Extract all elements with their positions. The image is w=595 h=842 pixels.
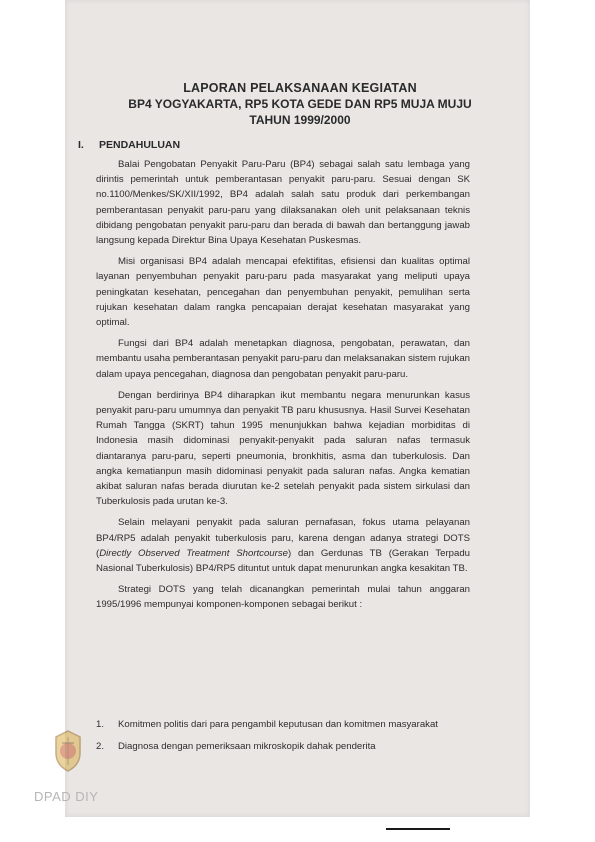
- section-body: [96, 157, 470, 613]
- list-item: [96, 740, 476, 762]
- emphasis-text: Directly Observed Treatment Shortcourse: [99, 547, 288, 559]
- page-rule: [386, 828, 450, 830]
- paragraph: [96, 515, 470, 576]
- section-number: I.: [78, 139, 84, 151]
- report-title: LAPORAN PELAKSANAAN KEGIATAN: [183, 81, 417, 95]
- report-subtitle: BP4 YOGYAKARTA, RP5 KOTA GEDE DAN RP5 MUJA MUJU: [128, 97, 472, 111]
- archive-seal-icon: [50, 729, 86, 773]
- watermark-text: DPAD DIY: [34, 789, 99, 804]
- paragraph: Misi organisasi BP4 adalah mencapai efektifitas, efisiensi dan kualitas optimal layanan penyembuhan penyakit paru-paru pada masyarakat yang meliputi upaya peningkatan kesehatan, pencegahan dan penyembuhan penyakit, pemulihan serta rujukan kesehatan dalam rangka pencapaian derajat kesehatan masyarakat yang optimal.: [96, 256, 470, 329]
- list-text: Diagnosa dengan pemeriksaan mikroskopik dahak penderita: [118, 741, 376, 752]
- paragraph: Fungsi dari BP4 adalah menetapkan diagnosa, pengobatan, perawatan, dan membantu usaha pemberantasan penyakit paru-paru dan melaksanakan sistem rujukan dalam upaya pencegahan, diagnosa dan pengobatan penyakit paru-paru.: [96, 338, 470, 380]
- component-list: [96, 718, 476, 762]
- section-heading: PENDAHULUAN: [99, 139, 181, 151]
- list-item: [96, 718, 476, 740]
- paragraph-text: ) dan Gerdunas TB (Gerakan Terpadu Nasional Tuberkulosis) BP4/RP5 dituntut untuk dapat menurunkan angka kesakitan TB.: [96, 547, 470, 575]
- list-number: 2.: [96, 741, 105, 752]
- paragraph: Strategi DOTS yang telah dicanangkan pemerintah mulai tahun anggaran 1995/1996 mempunyai komponen-komponen sebagai berikut :: [96, 584, 470, 611]
- list-text: Komitmen politis dari para pengambil keputusan dan komitmen masyarakat: [118, 719, 438, 730]
- list-number: 1.: [96, 719, 105, 730]
- paragraph-text: Selain melayani penyakit pada saluran pernafasan, fokus utama pelayanan BP4/RP5 adalah penyakit tuberkulosis paru, karena dengan adanya strategi DOTS (: [96, 517, 470, 559]
- report-year: TAHUN 1999/2000: [249, 113, 351, 127]
- paragraph: Balai Pengobatan Penyakit Paru-Paru (BP4) sebagai salah satu lembaga yang dirintis pemerintah untuk pemberantasan penyakit paru-paru. Sesuai dengan SK no.1100/Menkes/SK/XII/1992, BP4 adalah salah satu produk dari perkembangan pemberantasan penyakit paru-paru yang dilaksanakan oleh unit pelaksanaan teknis dibidang pengobatan penyakit paru-paru dan berada di bawah dan bertanggung jawab langsung kepada Direktur Bina Upaya Kesehatan Puskesmas.: [96, 159, 470, 247]
- paragraph: Dengan berdirinya BP4 diharapkan ikut membantu negara menurunkan kasus penyakit paru-paru umumnya dan penyakit TB paru khususnya. Hasil Survei Kesehatan Rumah Tangga (SKRT) tahun 1995 menunjukkan bahwa kejadian morbiditas di Indonesia masih didominasi penyakit-penyakit pada saluran nafas termasuk diantaranya paru-paru, seperti pneumonia, bronkhitis, asma dan tuberkulosis. Dan angka kematianpun masih didominasi penyakit pada saluran nafas. Angka kematian akibat saluran nafas berada diurutan ke-2 setelah penyakit pada sistem sirkulasi dan Tuberkulosis pada urutan ke-3.: [96, 389, 470, 508]
